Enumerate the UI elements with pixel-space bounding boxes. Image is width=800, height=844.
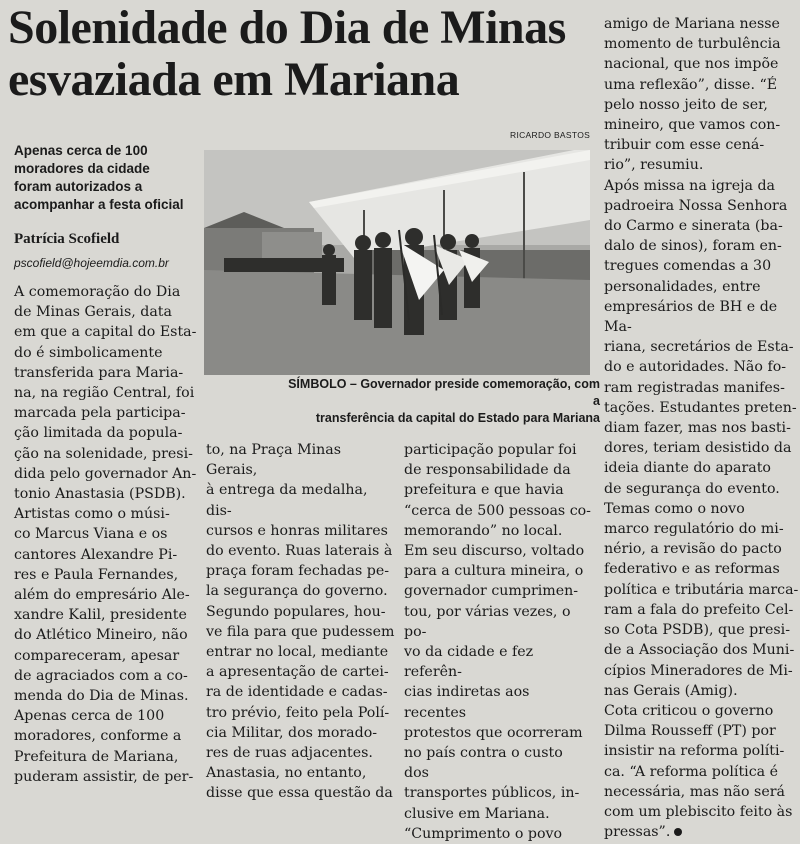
- byline-name: Patrícia Scofield: [14, 231, 120, 247]
- subheadline-deck: Apenas cerca de 100 moradores da cidade foram autorizados a acompanhar a festa oficial: [14, 143, 184, 212]
- photo-caption: SÍMBOLO – Governador preside comemoração, com a transferência da capital do Estado para Mariana: [288, 377, 600, 425]
- headline: Solenidade do Dia de Minas esvaziada em Mariana: [8, 1, 566, 106]
- article-column-3: participação popular foi de responsabilidade da prefeitura e que havia “cerca de 500 pessoas co- memorando” no local. Em seu discurso, voltado para a cultura mineira, o governador cumprimen- tou, por várias vezes, o po- vo da cidade e fez referên- cias indiretas aos recentes protestos que ocorreram no país contra o custo dos transportes públicos, in- clusive em Mariana. “Cumprimento o povo: [404, 442, 591, 842]
- end-of-article-icon: [674, 828, 682, 836]
- article-column-4: [604, 14, 799, 842]
- photo-credit: RICARDO BASTOS: [510, 130, 591, 140]
- news-photo: [204, 150, 590, 375]
- article-column-4-text: amigo de Mariana nesse momento de turbulência nacional, que nos impõe uma reflexão”, disse. “É pelo nosso jeito de ser, mineiro, que vamos con- tribuir com esse cená- rio”, resumiu. Após missa na igreja da padroeira Nossa Senhora do Carmo e sinerata (ba- dalo de sinos), foram en- tregues comendas a 30 personalidades, entre empresários de BH e de Ma- riana, secretários de Esta- do e autoridades. Não fo- ram registradas manifes- tações. Estudantes preten- diam fazer, mas nos basti- dores, teriam desistido da ideia diante do aparato de segurança do evento. Temas como o novo marco regulatório do mi- nério, a revisão do pacto federativo e as reformas política e tributária marca- ram a fala do prefeito Cel- so Cota PSDB), que presi- de a Associação dos Muni- cípios Mineradores de Mi- nas Gerais (Amig). Cota criticou o governo Dilma Rousseff (PT) por insistir na reforma políti- ca. “A reforma política é necessária, mas não será com um plebiscito feito às pressas”.: [604, 16, 799, 841]
- article-column-2: to, na Praça Minas Gerais, à entrega da medalha, dis- cursos e honras militares do evento. Ruas laterais à praça foram fechadas pe- la segurança do governo. Segundo populares, hou- ve fila para que pudessem entrar no local, mediante a apresentação de cartei- ra de identidade e cadas- tro prévio, feito pela Polí- cia Militar, dos morado- res de ruas adjacentes. Anastasia, no entanto, disse que essa questão da: [206, 442, 395, 802]
- byline-email: pscofield@hojeemdia.com.br: [14, 256, 169, 270]
- article-column-1: A comemoração do Dia de Minas Gerais, data em que a capital do Esta- do é simbolicamente transferida para Maria- na, na região Central, foi marcada pela participa- ção limitada da popula- ção na solenidade, presi- dida pelo governador An- tonio Anastasia (PSDB). Artistas como o músi- co Marcus Viana e os cantores Alexandre Pi- res e Paula Fernandes, além do empresário Ale- xandre Kalil, presidente do Atlético Mineiro, não compareceram, apesar de agraciados com a co- menda do Dia de Minas. Apenas cerca de 100 moradores, conforme a Prefeitura de Mariana, puderam assistir, de per-: [14, 284, 197, 785]
- parade-photo-illustration: [204, 150, 590, 375]
